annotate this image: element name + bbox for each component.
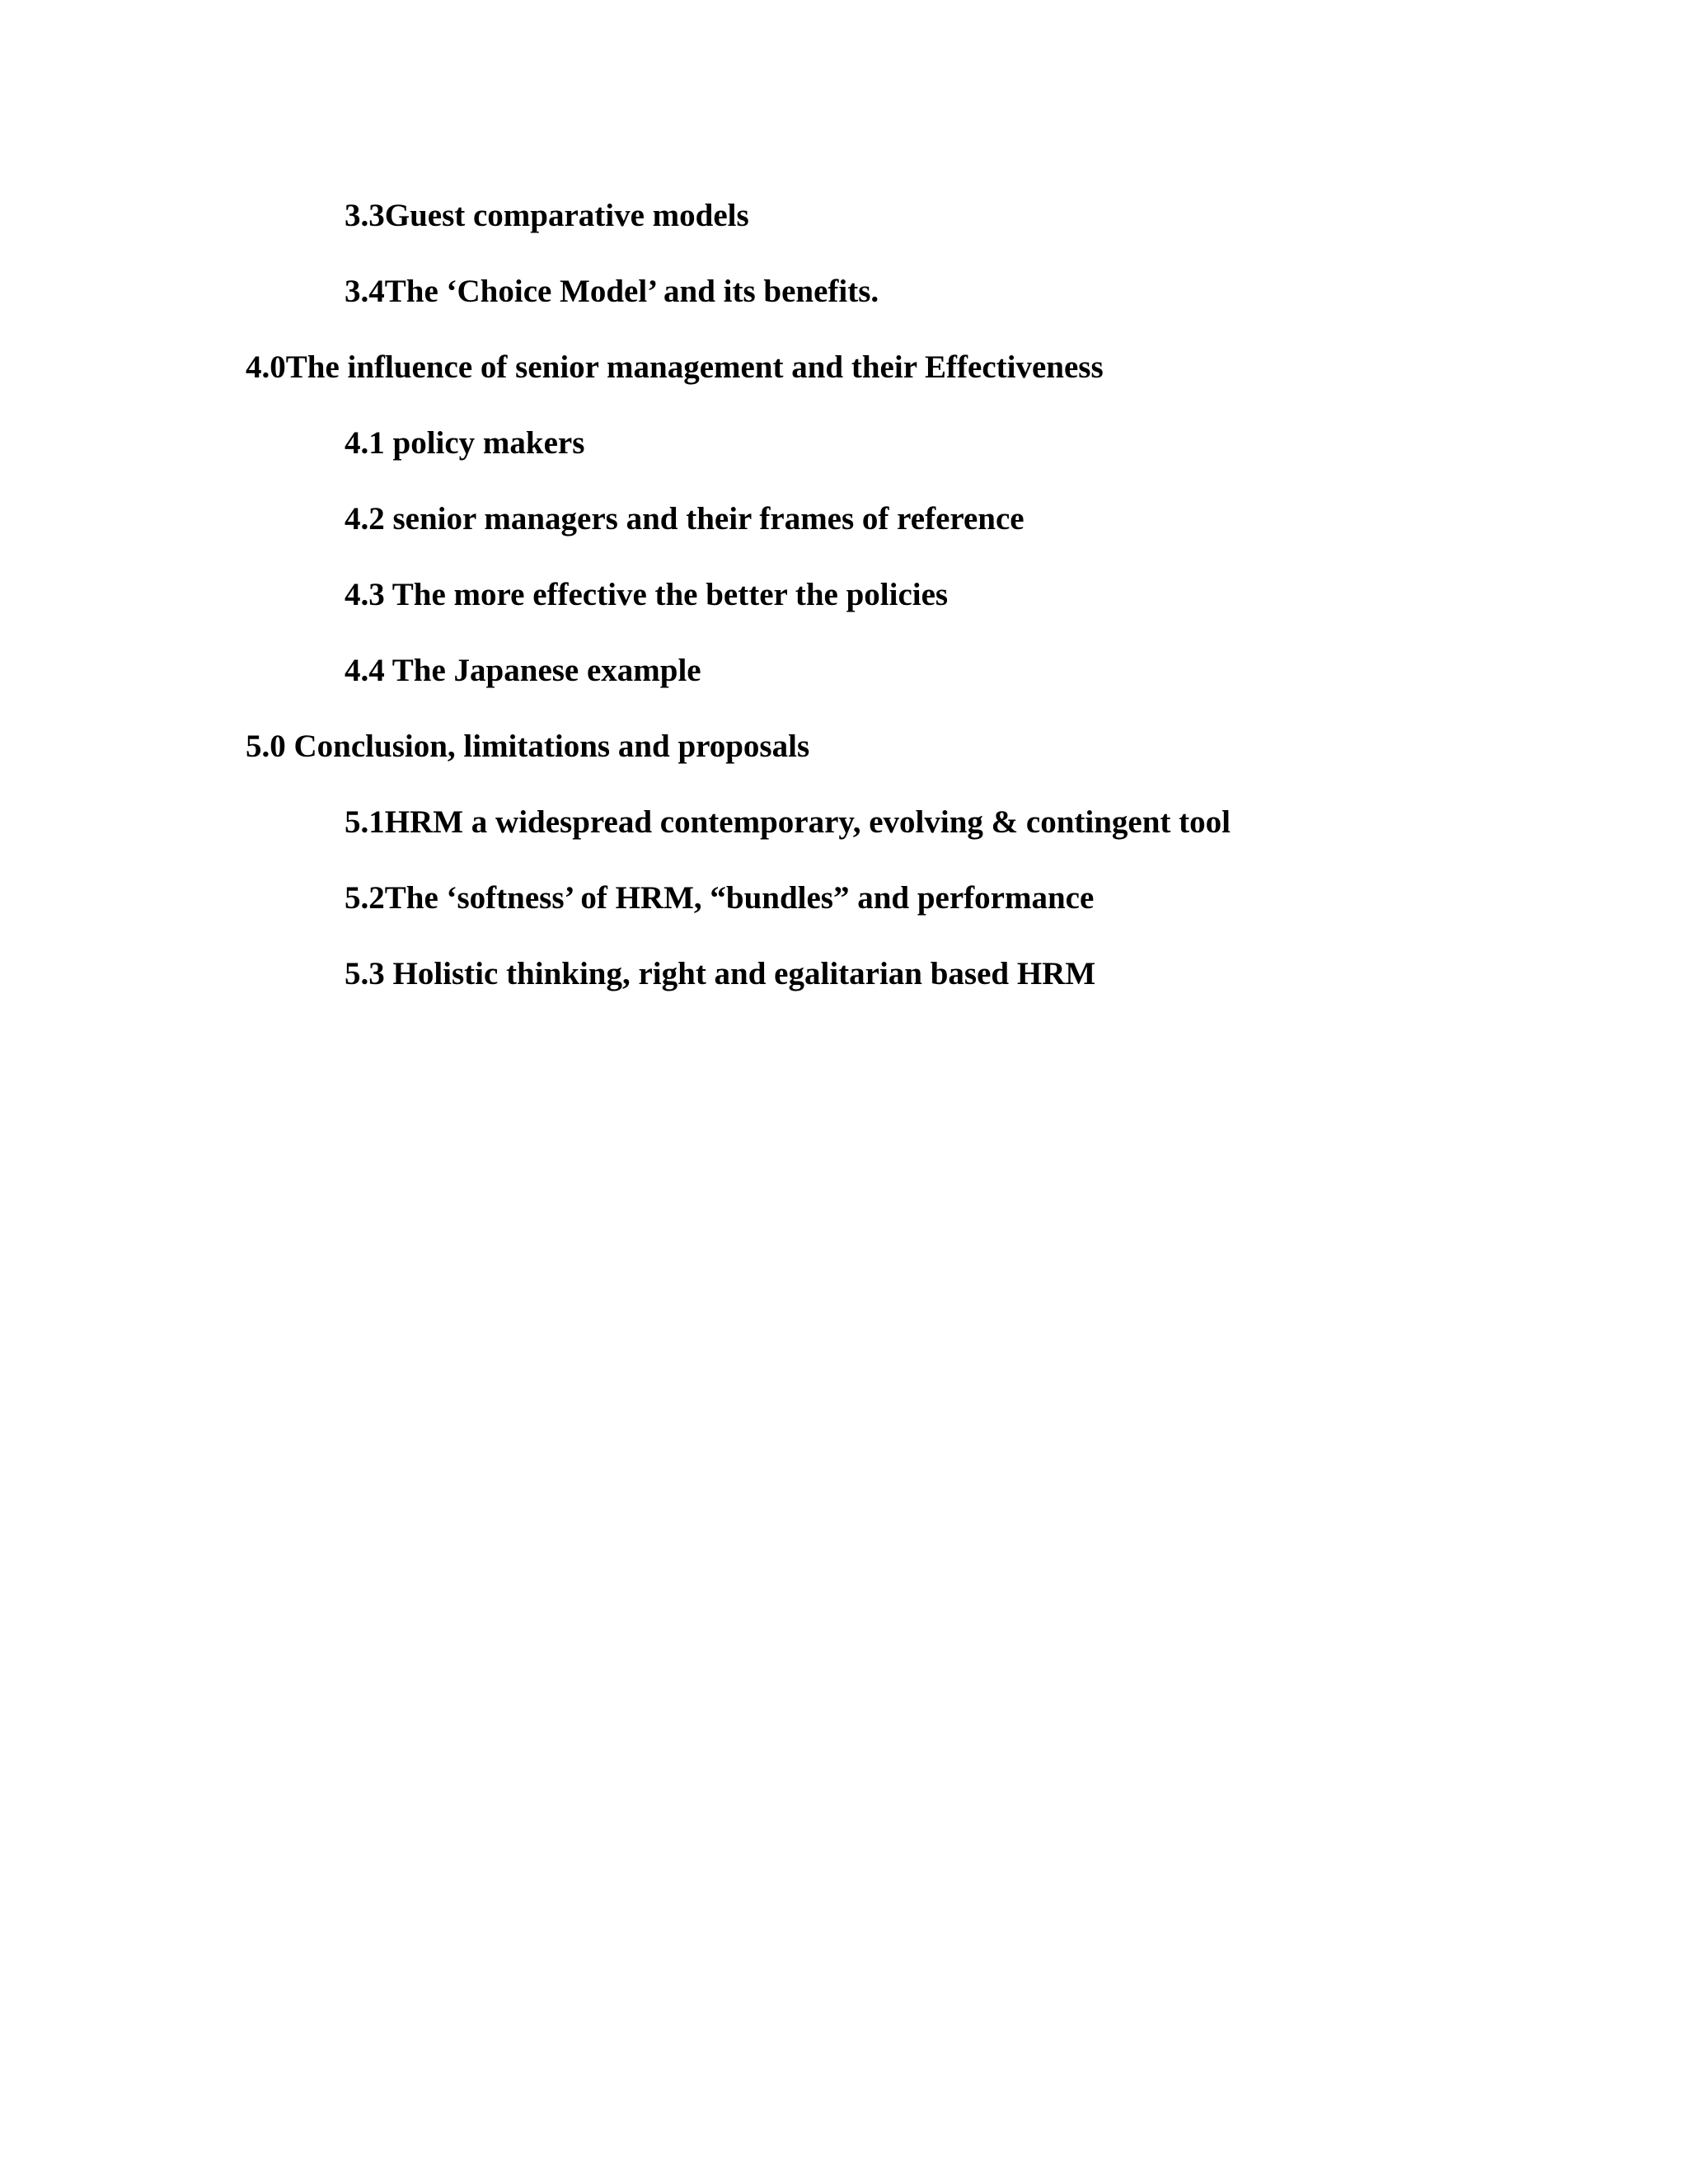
toc-entry-5-2: 5.2The ‘softness’ of HRM, “bundles” and performance (345, 880, 1095, 916)
table-of-contents (0, 196, 1688, 1030)
toc-entry-3-4: 3.4The ‘Choice Model’ and its benefits. (345, 274, 879, 309)
toc-entry-4-3: 4.3 The more effective the better the policies (345, 577, 949, 612)
toc-entry-5-0: 5.0 Conclusion, limitations and proposals (246, 729, 810, 764)
toc-entry-4-4: 4.4 The Japanese example (345, 653, 701, 688)
toc-entry-5-1: 5.1HRM a widespread contemporary, evolving & contingent tool (345, 804, 1231, 840)
toc-entry-4-1: 4.1 policy makers (345, 425, 585, 461)
toc-entry-4-0: 4.0The influence of senior management and their Effectiveness (246, 349, 1104, 385)
toc-entry-4-2: 4.2 senior managers and their frames of reference (345, 501, 1025, 537)
toc-entry-5-3: 5.3 Holistic thinking, right and egalitarian based HRM (345, 956, 1096, 991)
toc-entry-3-3: 3.3Guest comparative models (345, 198, 749, 233)
